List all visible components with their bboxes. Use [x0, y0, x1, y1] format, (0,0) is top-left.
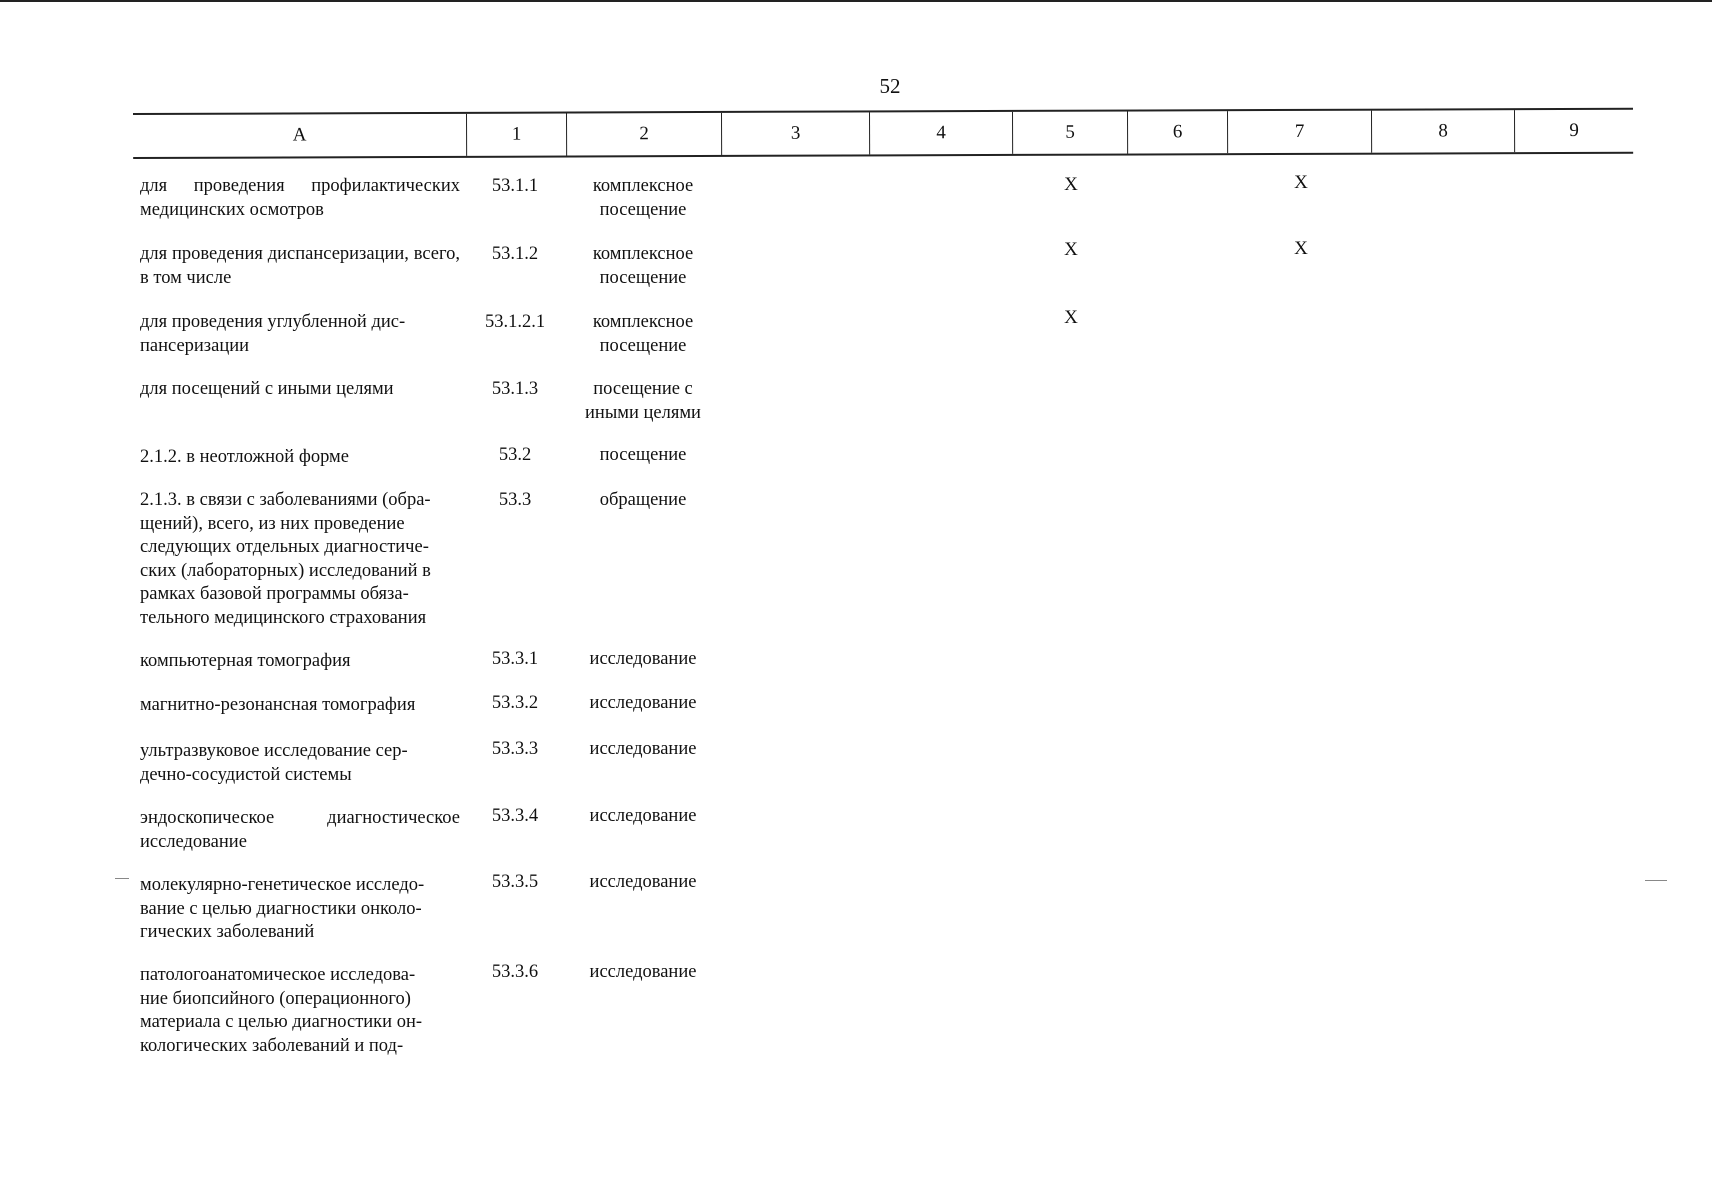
row-label: для проведения диспансеризации, всего, в том числе — [140, 244, 460, 288]
col-header-a: А — [292, 124, 307, 146]
row-code: 53.3.1 — [491, 649, 539, 669]
row-unit: комплексное посещение — [592, 244, 694, 288]
row-label: 2.1.3. в связи с заболеваниями (обра- щений), всего, из них проведение следующих отдельных диагностиче- ских (лабораторных) исследований в рамках базовой программы обяза- тельного медицинского страхования — [140, 490, 431, 628]
col5-mark: Х — [1064, 307, 1078, 328]
col-header-3: 3 — [721, 112, 869, 155]
row-unit: исследование — [589, 693, 697, 713]
row-label: молекулярно-генетическое исследо- вание с целью диагностики онколо- гических заболеваний — [140, 875, 425, 942]
row-label: ультразвуковое исследование сер- дечно-сосудистой системы — [140, 741, 408, 785]
row-code: 53.3.5 — [491, 872, 539, 892]
col7-mark: Х — [1294, 172, 1308, 193]
scan-speck — [115, 878, 129, 879]
row-label: эндоскопическое диагностическое исследование — [140, 808, 460, 852]
row-code: 53.3.4 — [491, 806, 539, 826]
row-label: патологоанатомическое исследова- ние биопсийного (операционного) материала с целью диагностики он- кологических заболеваний и под- — [140, 965, 423, 1056]
col-header-1: 1 — [466, 113, 566, 155]
col-header-5: 5 — [1012, 112, 1127, 154]
row-unit: комплексное посещение — [592, 176, 694, 220]
row-label: магнитно-резонансная томография — [140, 695, 416, 715]
row-unit: исследование — [589, 649, 697, 669]
row-label: 2.1.2. в неотложной форме — [140, 447, 349, 467]
row-code: 53.1.3 — [491, 379, 539, 399]
row-label: для проведения углубленной дис- пансеризации — [140, 312, 406, 356]
col-header-2: 2 — [566, 113, 721, 156]
row-label: компьютерная томография — [140, 651, 351, 671]
row-code: 53.3.3 — [491, 739, 539, 759]
col-header-7: 7 — [1227, 111, 1371, 154]
table-header — [133, 108, 1633, 159]
row-code: 53.3.6 — [491, 962, 539, 982]
row-code: 53.3 — [498, 490, 532, 510]
scan-speck — [1645, 880, 1667, 881]
row-code: 53.2 — [498, 445, 532, 465]
col-header-4: 4 — [869, 112, 1012, 154]
top-edge-rule — [0, 0, 1712, 2]
row-label: для проведения профилактических медицинских осмотров — [140, 176, 460, 220]
col-header-8: 8 — [1371, 110, 1514, 152]
row-code: 53.1.2 — [491, 244, 539, 264]
page-number: 52 — [879, 74, 901, 98]
row-code: 53.3.2 — [491, 693, 539, 713]
row-unit: исследование — [589, 962, 697, 982]
row-unit: исследование — [589, 739, 697, 759]
col-header-6: 6 — [1127, 111, 1227, 153]
row-unit: исследование — [589, 806, 697, 826]
col7-mark: Х — [1294, 238, 1308, 259]
row-code: 53.1.1 — [491, 176, 539, 196]
col5-mark: Х — [1064, 174, 1078, 195]
row-unit: исследование — [589, 872, 697, 892]
row-unit: комплексное посещение — [592, 312, 694, 356]
row-label: для посещений с иными целями — [140, 379, 394, 399]
col-header-9: 9 — [1514, 110, 1633, 152]
row-unit: посещение с иными целями — [585, 379, 701, 423]
row-code: 53.1.2.1 — [484, 312, 546, 332]
row-unit: посещение — [599, 445, 687, 465]
col5-mark: Х — [1064, 239, 1078, 260]
row-unit: обращение — [599, 490, 687, 510]
